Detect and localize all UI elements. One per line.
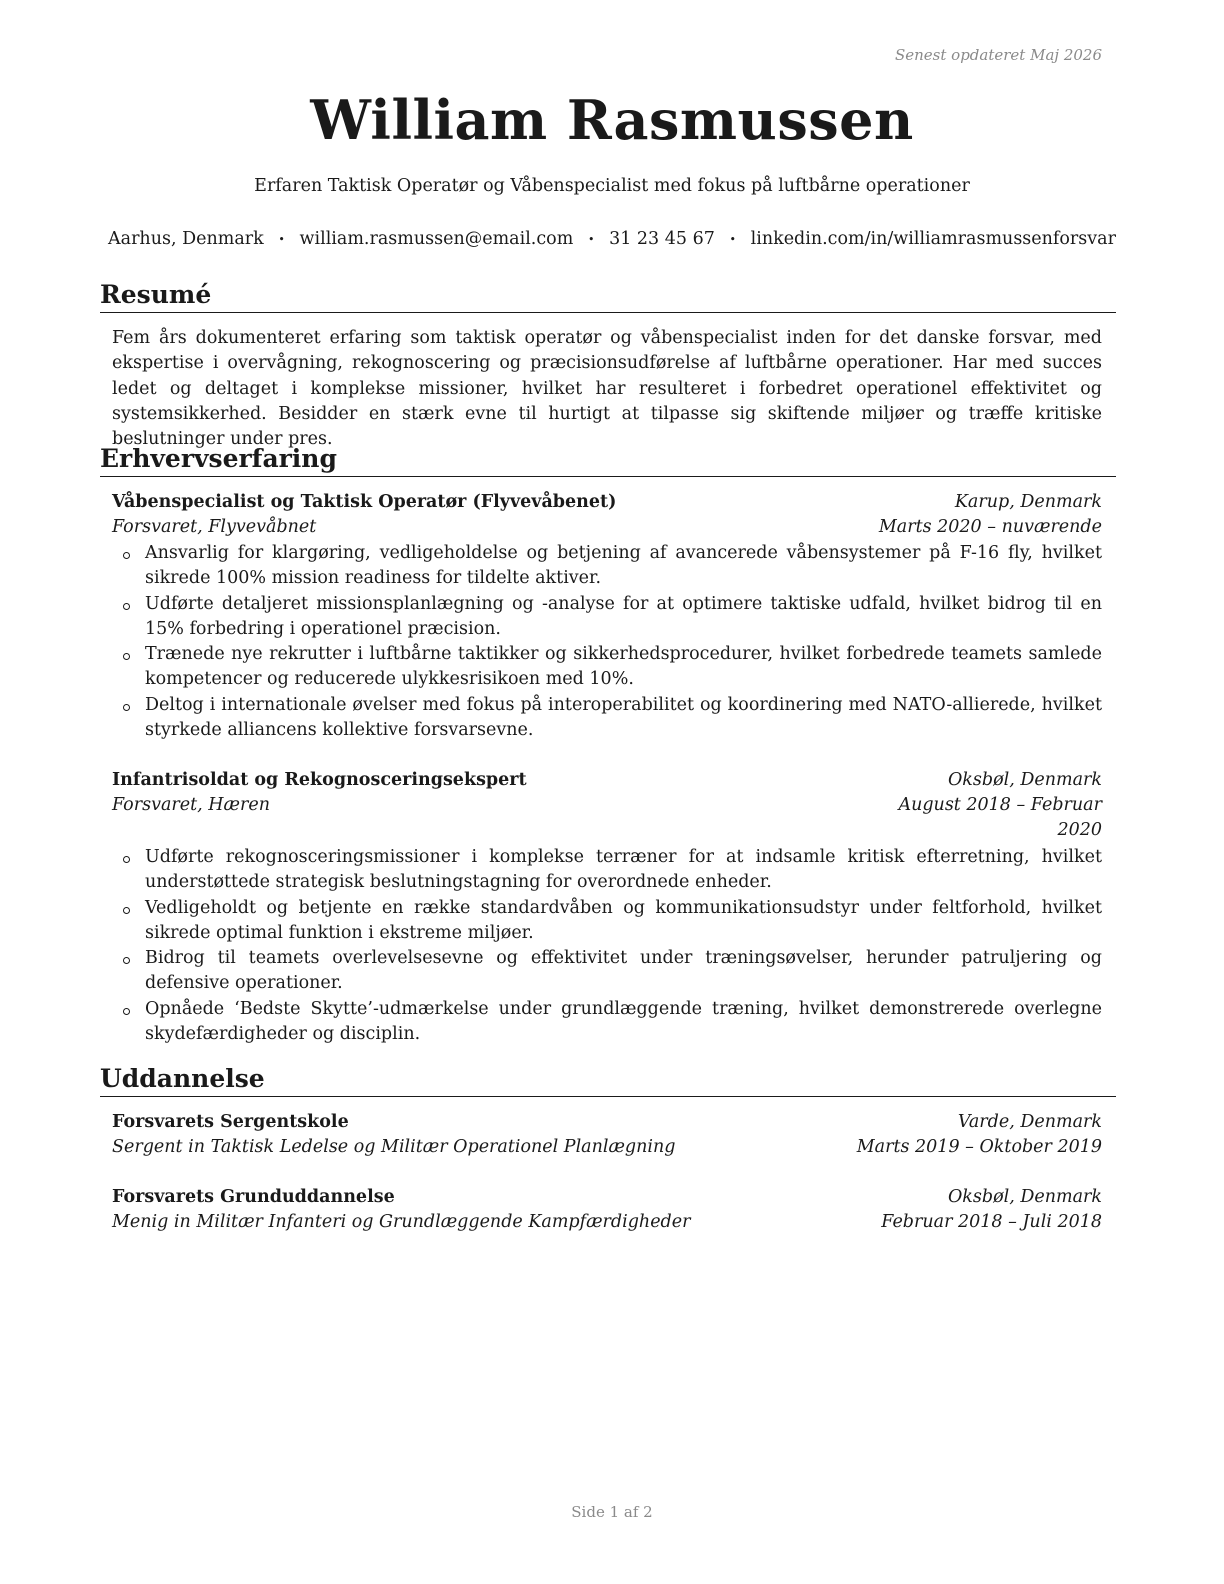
contact-linkedin[interactable]: linkedin.com/in/williamrasmussenforsvar [750,229,1116,249]
job-subheader [112,515,1102,540]
job-dates: Marts 2020 – nuværende [878,517,1102,537]
bullet-text: Ansvarlig for klargøring, vedligeholdelse og betjening af avancerede våbensystemer på F-16 fly, hvilket sikrede 100% mission readiness for tildelte aktiver. [145,543,1102,589]
bullet-text: Vedligeholdt og betjente en række standardvåben og kommunikationsudstyr under feltforhold, hvilket sikrede optimal funktion i ekstreme miljøer. [145,897,1102,943]
education-subheader [112,1135,1102,1160]
bullet-circle-icon [123,552,130,559]
bullet-circle-icon [123,653,130,660]
list-item [112,896,1102,947]
education-dates: Februar 2018 – Juli 2018 [881,1212,1102,1232]
bullet-text: Udførte rekognosceringsmissioner i komplekse terræner for at indsamle kritisk efterretning, hvilket understøttede strategisk beslutningstagning for overordnede enheder. [145,847,1102,893]
list-item [112,946,1102,997]
bullet-text: Deltog i internationale øvelser med fokus på interoperabilitet og koordinering med NATO-allierede, hvilket styrkede alliancens kollektive forsvarsevne. [145,694,1102,741]
contact-location: Aarhus, Denmark [108,229,264,249]
education-school: Forsvarets Grunduddannelse [112,1187,395,1207]
separator-dot: • [278,232,285,246]
separator-dot: • [587,232,595,246]
section-title-experience: Erhvervserfaring [100,444,1116,477]
separator-dot: • [729,232,736,246]
bullet-circle-icon [123,1008,130,1015]
job-bullets [112,541,1102,743]
section-title-education: Uddannelse [100,1064,1116,1097]
job-header [112,768,1102,793]
bullet-circle-icon [123,957,130,964]
last-updated: Senest opdateret Maj 2026 [894,46,1102,64]
list-item [112,541,1102,592]
contact-line [108,229,1116,249]
job-org: Forsvaret, Hæren [112,795,270,815]
education-school: Forsvarets Sergentskole [112,1112,349,1132]
contact-phone[interactable]: 31 23 45 67 [609,229,715,249]
job-location: Oksbøl, Denmark [947,770,1102,790]
education-location: Oksbøl, Denmark [947,1187,1102,1207]
education-section [100,1064,1116,1097]
bullet-circle-icon [123,856,130,863]
job-location: Karup, Denmark [954,492,1102,512]
list-item [112,997,1102,1048]
bullet-circle-icon [123,704,130,711]
summary-text: Fem års dokumenteret erfaring som taktisk operatør og våbenspecialist inden for det danske forsvar, med ekspertise i overvågning, rekognoscering og præcisionsudførelse af luftbårne operationer. Har med succes ledet og deltaget i komplekse missioner, hvilket har resulteret i forbedret operationel effektivitet og systemsikkerhed. Besidder en stærk evne til hurtigt at tilpasse sig skiftende miljøer og træffe kritiske beslutninger under pres. [112,328,1102,450]
education-degree: Menig in Militær Infanteri og Grundlæggende Kampfærdigheder [112,1212,691,1232]
contact-email[interactable]: william.rasmussen@email.com [299,229,574,249]
education-location: Varde, Denmark [957,1112,1102,1132]
job-role: Våbenspecialist og Taktisk Operatør (Flyvevåbenet) [112,492,617,512]
education-degree: Sergent in Taktisk Ledelse og Militær Operationel Planlægning [112,1137,676,1157]
bullet-text: Udførte detaljeret missionsplanlægning og -analyse for at optimere taktiske udfald, hvilket bidrog til en 15% forbedring i operationel præcision. [145,593,1102,639]
job-header [112,490,1102,515]
bullet-circle-icon [123,603,130,610]
education-header [112,1110,1102,1135]
list-item [112,845,1102,896]
summary-section [100,280,1116,313]
list-item [112,642,1102,693]
job-dates: August 2018 – Februar 2020 [898,795,1102,840]
bullet-text: Bidrog til teamets overlevelsesevne og effektivitet under træningsøvelser, herunder patruljering og defensive operationer. [145,948,1102,994]
job-bullets [112,845,1102,1047]
job-role: Infantrisoldat og Rekognosceringsekspert [112,770,527,790]
bullet-circle-icon [123,907,130,914]
section-title-summary: Resumé [100,280,1116,313]
list-item [112,693,1102,744]
education-subheader [112,1210,1102,1235]
education-dates: Marts 2019 – Oktober 2019 [856,1137,1102,1157]
experience-section [100,444,1116,477]
education-header [112,1185,1102,1210]
candidate-name: William Rasmussen [310,88,914,152]
bullet-text: Trænede nye rekrutter i luftbårne taktikker og sikkerhedsprocedurer, hvilket forbedrede teamets samlede kompetencer og reducerede ulykkesrisikoen med 10%. [145,644,1102,690]
page-number: Side 1 af 2 [571,1503,653,1521]
bullet-text: Opnåede ‘Bedste Skytte’-udmærkelse under grundlæggende træning, hvilket demonstrerede overlegne skydefærdigheder og disciplin. [145,998,1102,1045]
list-item [112,592,1102,643]
job-subheader [112,793,1102,843]
tagline: Erfaren Taktisk Operatør og Våbenspecialist med fokus på luftbårne operationer [254,176,970,196]
job-org: Forsvaret, Flyvevåbnet [112,517,317,537]
